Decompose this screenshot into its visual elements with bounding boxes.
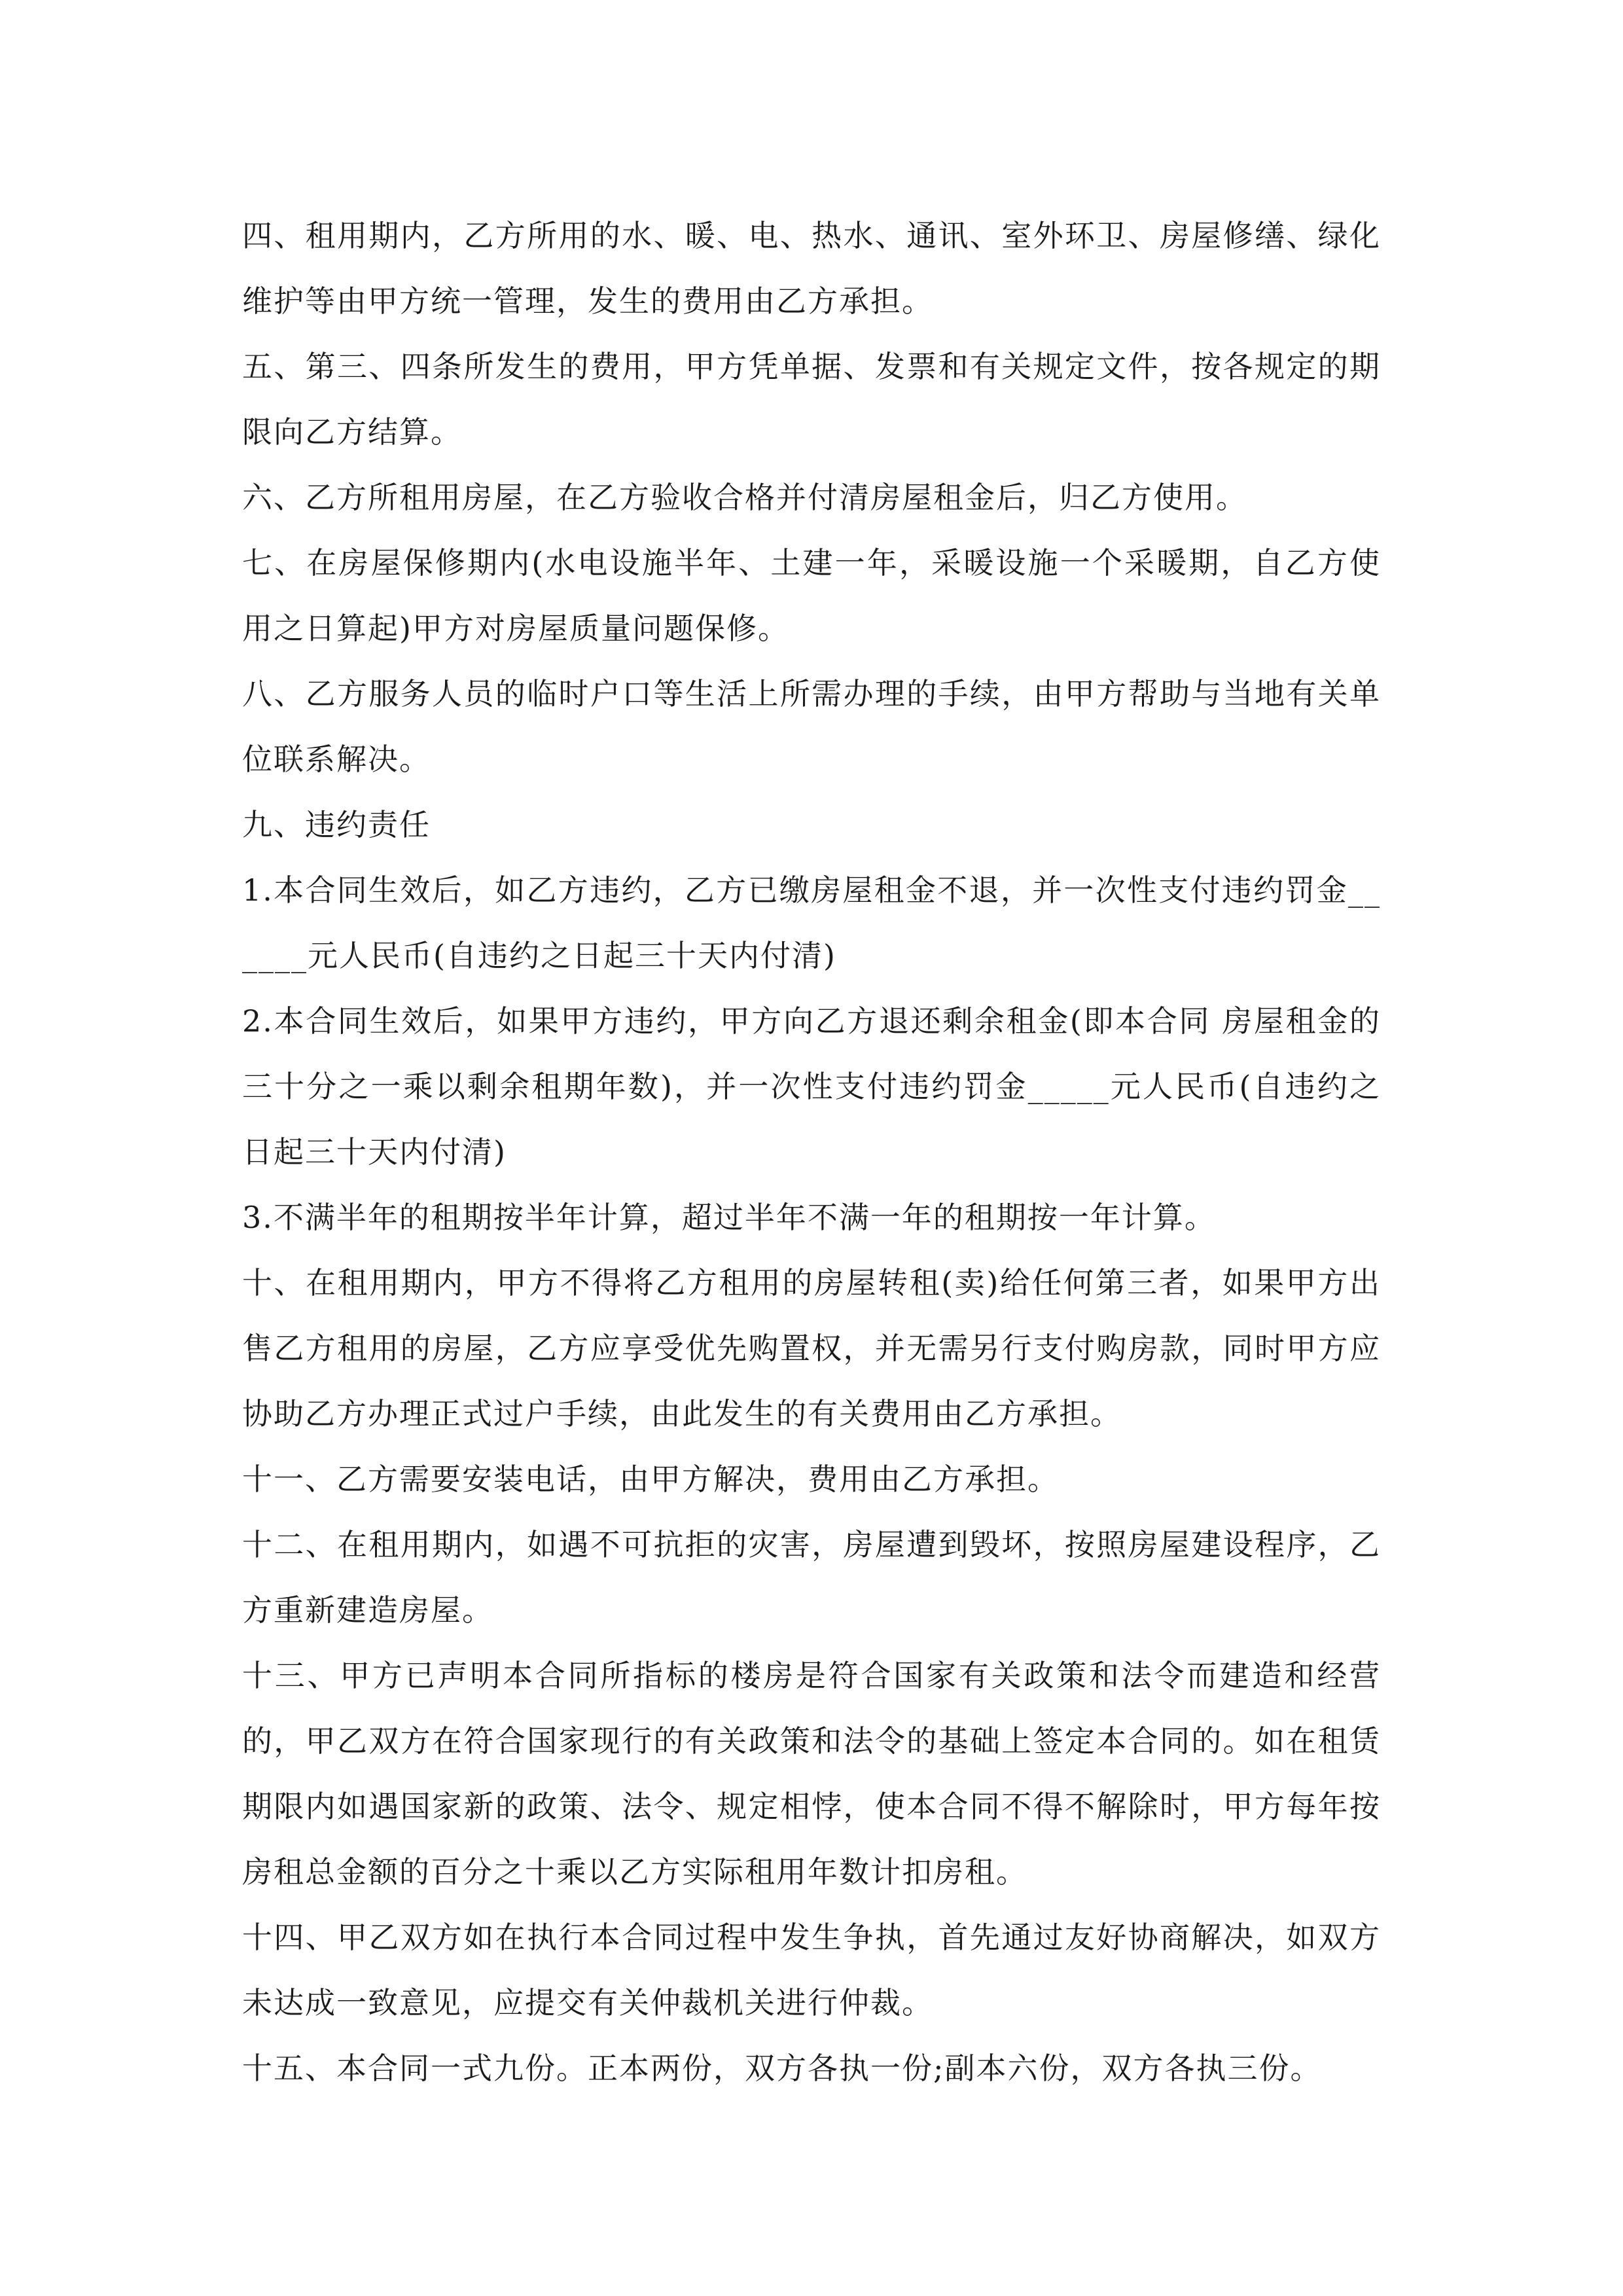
clause-11: 十一、乙方需要安装电话，由甲方解决，费用由乙方承担。: [242, 1462, 1059, 1497]
clause-13: 十三、甲方已声明本合同所指标的楼房是符合国家有关政策和法令而建造和经营的，甲乙双方在符合国家现行的有关政策和法令的基础上签定本合同的。如在租赁期限内如遇国家新的政策、法令、规定相悖，使本合同不得不解除时，甲方每年按房租总金额的百分之十乘以乙方实际租用年数计扣房租。: [242, 1658, 1381, 1890]
document-page: [242, 203, 1381, 2101]
clause-15: 十五、本合同一式九份。正本两份，双方各执一份;副本六份，双方各执三份。: [242, 2051, 1322, 2086]
clause-7: 七、在房屋保修期内(水电设施半年、土建一年，采暖设施一个采暖期，自乙方使用之日算起)甲方对房屋质量问题保修。: [242, 545, 1381, 646]
clause-9-heading: 九、违约责任: [242, 807, 431, 842]
clause-4: 四、租用期内，乙方所用的水、暖、电、热水、通讯、室外环卫、房屋修缮、绿化维护等由甲方统一管理，发生的费用由乙方承担。: [242, 218, 1381, 319]
clause-9-item-2: 2.本合同生效后，如果甲方违约，甲方向乙方退还剩余租金(即本合同 房屋租金的三十分之一乘以剩余租期年数)，并一次性支付违约罚金_____元人民币(自违约之日起三十天内付清): [242, 1003, 1381, 1170]
clause-9-item-1: 1.本合同生效后，如乙方违约，乙方已缴房屋租金不退，并一次性支付违约罚金______元人民币(自违约之日起三十天内付清): [242, 872, 1381, 973]
clause-6: 六、乙方所租用房屋，在乙方验收合格并付清房屋租金后，归乙方使用。: [242, 480, 1247, 515]
clause-8: 八、乙方服务人员的临时户口等生活上所需办理的手续，由甲方帮助与当地有关单位联系解决。: [242, 676, 1381, 777]
clause-14: 十四、甲乙双方如在执行本合同过程中发生争执，首先通过友好协商解决，如双方未达成一致意见，应提交有关仲裁机关进行仲裁。: [242, 1920, 1381, 2020]
clause-9-item-3: 3.不满半年的租期按半年计算，超过半年不满一年的租期按一年计算。: [242, 1200, 1216, 1235]
clause-10: 十、在租用期内，甲方不得将乙方租用的房屋转租(卖)给任何第三者，如果甲方出售乙方租用的房屋，乙方应享受优先购置权，并无需另行支付购房款，同时甲方应协助乙方办理正式过户手续，由此发生的有关费用由乙方承担。: [242, 1265, 1381, 1431]
clause-12: 十二、在租用期内，如遇不可抗拒的灾害，房屋遭到毁坏，按照房屋建设程序，乙方重新建造房屋。: [242, 1527, 1381, 1628]
clause-5: 五、第三、四条所发生的费用，甲方凭单据、发票和有关规定文件，按各规定的期限向乙方结算。: [242, 349, 1381, 450]
